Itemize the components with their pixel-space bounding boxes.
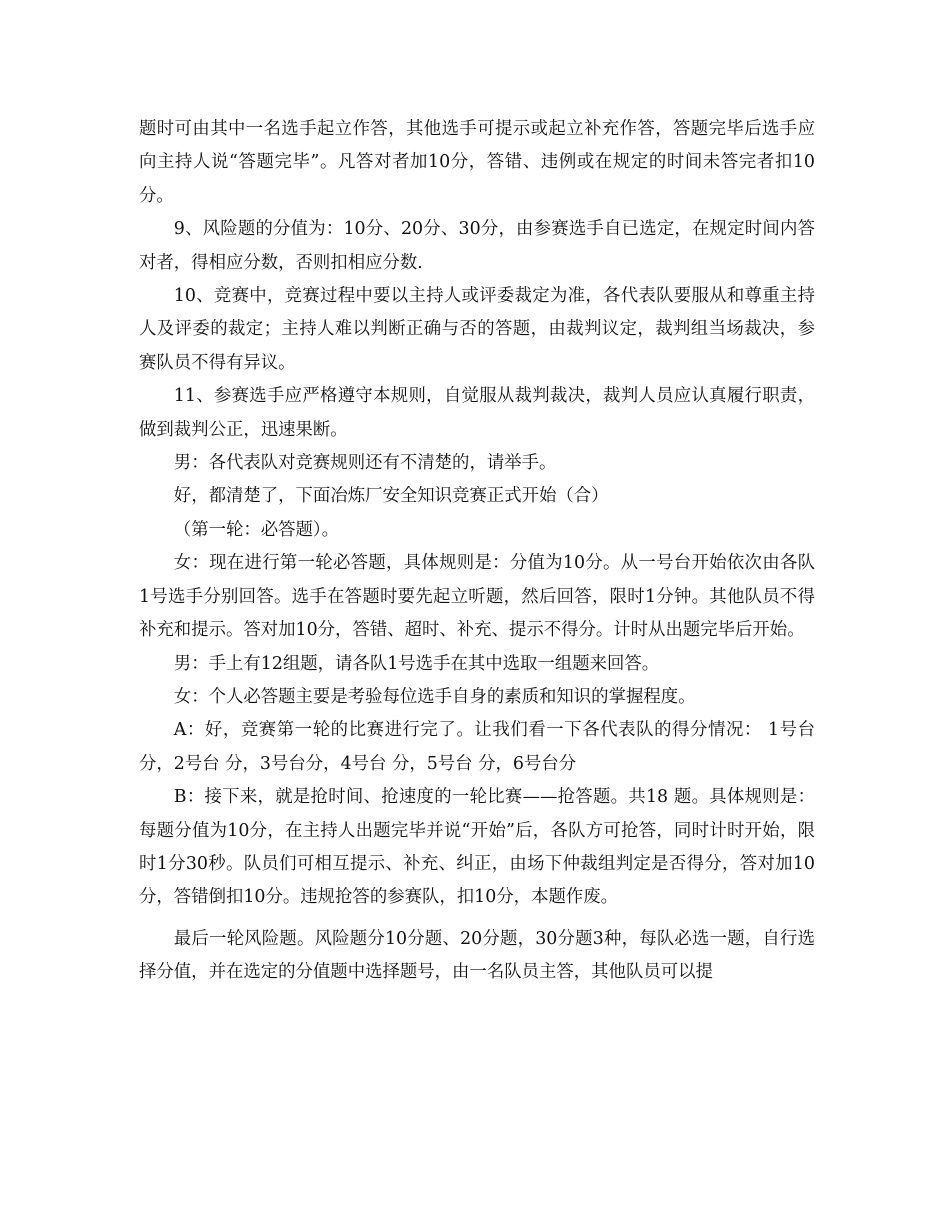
paragraph-continued-rules: 题时可由其中一名选手起立作答，其他选手可提示或起立补充作答，答题完毕后选手应向主持人说“答题完毕”。凡答对者加10分，答错、违例或在规定的时间未答完者扣10分。 xyxy=(139,119,815,206)
paragraph-individual-questions: 女：个人必答题主要是考验每位选手自身的素质和知识的掌握程度。 xyxy=(173,686,696,707)
paragraph-contest-start: 好，都清楚了，下面冶炼厂安全知识竞赛正式开始（合） xyxy=(173,486,609,507)
paragraph-round-one-heading: （第一轮：必答题）。 xyxy=(173,519,340,540)
paragraph-rule-9: 9、风险题的分值为：10分、20分、30分，由参赛选手自已选定，在规定时间内答对者，得相应分数，否则扣相应分数. xyxy=(139,219,815,273)
paragraph-round-one-scores: A：好，竞赛第一轮的比赛进行完了。让我们看一下各代表队的得分情况： 1号台 分，2号台 分，3号台分，4号台 分，5号台 分，6号台分 xyxy=(139,720,815,774)
paragraph-rule-10: 10、竞赛中，竞赛过程中要以主持人或评委裁定为准，各代表队要服从和尊重主持人及评委的裁定；主持人难以判断正确与否的答题，由裁判议定，裁判组当场裁决，参赛队员不得有异议。 xyxy=(139,286,815,373)
paragraph-quick-answer-rules: B：接下来，就是抢时间、抢速度的一轮比赛——抢答题。共18 题。具体规则是：每题分值为10分，在主持人出题完毕并说“开始”后，各队方可抢答，同时计时开始，限时1分30秒。队员们可相互提示、补充、纠正，由场下仲裁组判定是否得分，答对加10分，答错倒扣10分。违规抢答的参赛队，扣10分，本题作废。 xyxy=(139,787,815,908)
paragraph-male-host-question: 男：各代表队对竞赛规则还有不清楚的，请举手。 xyxy=(173,453,557,474)
paragraph-rule-11: 11、参赛选手应严格遵守本规则，自觉服从裁判裁决，裁判人员应认真履行职责，做到裁判公正，迅速果断。 xyxy=(139,386,815,440)
paragraph-question-groups: 男：手上有12组题，请各队1号选手在其中选取一组题来回答。 xyxy=(173,653,660,674)
paragraph-round-one-rules: 女：现在进行第一轮必答题，具体规则是：分值为10分。从一号台开始依次由各队1号选手分别回答。选手在答题时要先起立听题，然后回答，限时1分钟。其他队员不得补充和提示。答对加10分，答错、超时、补充、提示不得分。计时从出题完毕后开始。 xyxy=(139,553,815,641)
document-body xyxy=(139,113,815,990)
paragraph-risk-round: 最后一轮风险题。风险题分10分题、20分题，30分题3种，每队必选一题，自行选择分值，并在选定的分值题中选择题号，由一名队员主答，其他队员可以提 xyxy=(139,928,815,983)
